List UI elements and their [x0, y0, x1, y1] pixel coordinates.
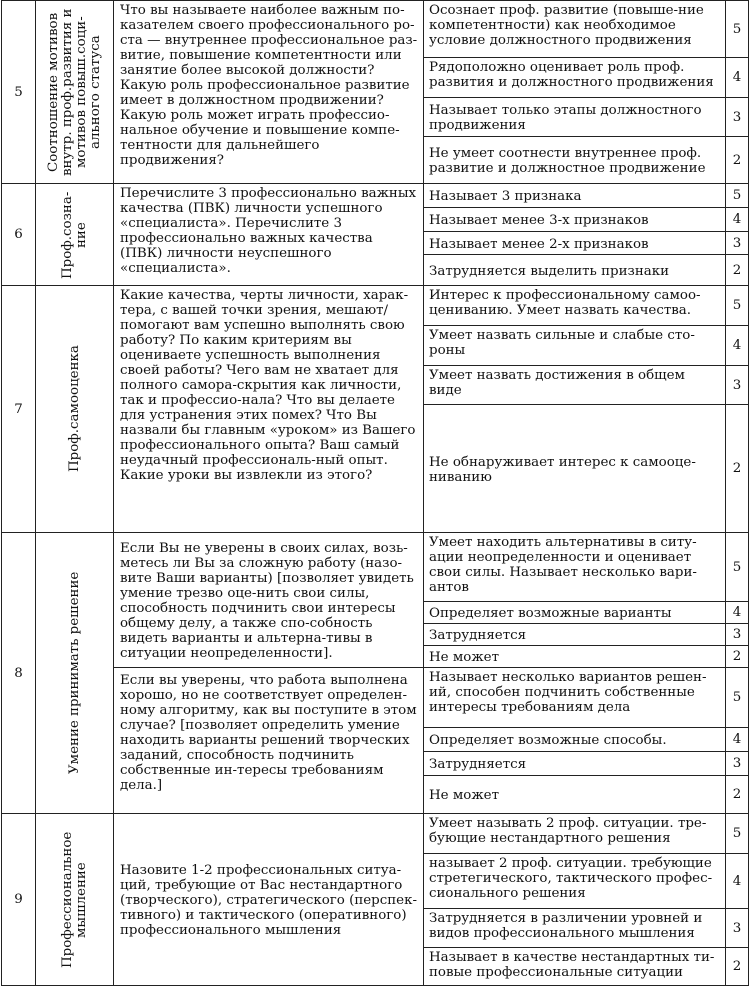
criterion-cell: Не обнаруживает интерес к самооце-ниванию: [424, 405, 726, 533]
criterion-cell: Называет несколько вариантов решен-ий, способен подчинить собственные интересы требованиям дела: [424, 668, 726, 728]
criterion-cell: Умеет назвать сильные и слабые сто-роны: [424, 326, 726, 366]
criterion-cell: Затрудняется: [424, 624, 726, 646]
question-text: Перечислите 3 профессионально важных качества (ПВК) личности успешного «специалиста». Перечислите 3 профессионально важных качества (ПВК) личности неуспешного «специалиста».: [114, 184, 424, 286]
question-text: Какие качества, черты личности, харак-тера, с вашей точки зрения, мешают/ помогают вам успешно выполнять свою работу? По каким критериям вы оцениваете успешность выполнения своей работы? Чего вам не хватает для полного самора-скрытия как личности, так и профессио-нала? Что вы делаете для устранения этих помех? Что Вы назвали бы главным «уроком» из Вашего профессионального опыта? Ваш самый неудачный профессиональ-ный опыт. Какие уроки вы извлекли из этого?: [114, 286, 424, 533]
criterion-cell: Определяет возможные способы.: [424, 728, 726, 752]
criterion-cell: Затрудняется выделить признаки: [424, 255, 726, 286]
score-cell: 4: [726, 854, 749, 909]
question-text: Назовите 1-2 профессиональных ситуа-ций, требующие от Вас нестандартного (творческого), стратегического (перспек-тивного) и тактического (оперативного) профессионального мышления: [114, 814, 424, 986]
row-number: 6: [2, 184, 36, 286]
criterion-cell: Называет только этапы должностного продвижения: [424, 98, 726, 137]
criterion-cell: Называет менее 3-х признаков: [424, 208, 726, 232]
criterion-name: Соотношение мотивов внутр. проф.развития и мотивов повыш.соци-ального статуса: [36, 1, 114, 184]
score-cell: 5: [726, 668, 749, 728]
criterion-cell: называет 2 проф. ситуации. требующие стретегического, тактического профес-сионального решения: [424, 854, 726, 909]
criterion-cell: Умеет называть 2 проф. ситуации. тре-бующие нестандартного решения: [424, 814, 726, 854]
score-cell: 5: [726, 184, 749, 208]
score-cell: 3: [726, 752, 749, 776]
row-number: 9: [2, 814, 36, 986]
question-text: Если Вы не уверены в своих силах, возь-метесь ли Вы за сложную работу (назо-вите Ваши варианты) [позволяет увидеть умение трезво оце-нить свои силы, способность подчинить свои интересы общему делу, а также спо-собность видеть варианты и альтерна-тивы в ситуации неопределенности].: [114, 533, 424, 668]
score-cell: 4: [726, 602, 749, 624]
criterion-cell: Не может: [424, 646, 726, 668]
criterion-cell: Называет в качестве нестандартных ти-повые профессиональные ситуации: [424, 948, 726, 986]
row-number: 8: [2, 533, 36, 814]
score-cell: 3: [726, 366, 749, 405]
criterion-cell: Интерес к профессиональному самоо-цениванию. Умеет назвать качества.: [424, 286, 726, 326]
criterion-cell: Рядоположно оценивает роль проф. развития и должностного продвижения: [424, 58, 726, 98]
row-number: 5: [2, 1, 36, 184]
score-cell: 3: [726, 909, 749, 948]
criterion-name: Профессиональное мышление: [36, 814, 114, 986]
criterion-cell: Не может: [424, 776, 726, 814]
criterion-cell: Называет менее 2-х признаков: [424, 232, 726, 255]
score-cell: 2: [726, 646, 749, 668]
question-text: Если вы уверены, что работа выполнена хорошо, но не соответствует определен-ному алгоритму, как вы поступите в этом случае? [позволяет определить умение находить варианты решений творческих заданий, способность подчинить собственные ин-тересы требованиям дела.]: [114, 668, 424, 814]
score-cell: 2: [726, 776, 749, 814]
criterion-cell: Затрудняется в различении уровней и видов профессионального мышления: [424, 909, 726, 948]
criterion-cell: Осознает проф. развитие (повыше-ние компетентности) как необходимое условие должностного продвижения: [424, 1, 726, 58]
score-cell: 4: [726, 208, 749, 232]
criterion-cell: Определяет возможные варианты: [424, 602, 726, 624]
score-cell: 5: [726, 533, 749, 602]
score-cell: 5: [726, 286, 749, 326]
score-cell: 3: [726, 624, 749, 646]
criterion-cell: Умеет находить альтернативы в ситу-ации неопределенности и оценивает свои силы. Называет несколько вари-антов: [424, 533, 726, 602]
assessment-table: [1, 0, 749, 986]
criterion-name: Проф.самооценка: [36, 286, 114, 533]
score-cell: 5: [726, 1, 749, 58]
score-cell: 5: [726, 814, 749, 854]
score-cell: 4: [726, 728, 749, 752]
criterion-cell: Затрудняется: [424, 752, 726, 776]
criterion-cell: Называет 3 признака: [424, 184, 726, 208]
score-cell: 4: [726, 326, 749, 366]
criterion-cell: Не умеет соотнести внутреннее проф. развитие и должностное продвижение: [424, 137, 726, 184]
score-cell: 2: [726, 255, 749, 286]
score-cell: 2: [726, 137, 749, 184]
score-cell: 4: [726, 58, 749, 98]
score-cell: 2: [726, 948, 749, 986]
criterion-name: Умение принимать решение: [36, 533, 114, 814]
score-cell: 3: [726, 98, 749, 137]
score-cell: 3: [726, 232, 749, 255]
criterion-cell: Умеет назвать достижения в общем виде: [424, 366, 726, 405]
criterion-name: Проф.созна-ние: [36, 184, 114, 286]
question-text: Что вы называете наиболее важным по-казателем своего профессионального ро-ста — внутреннее профессиональное раз-витие, повышение компетентности или занятие более высокой должности? Какую роль профессиональное развитие имеет в должностном продвижении? Какую роль может играть профессио-нальное обучение и повышение компе-тентности для дальнейшего продвижения?: [114, 1, 424, 184]
row-number: 7: [2, 286, 36, 533]
score-cell: 2: [726, 405, 749, 533]
